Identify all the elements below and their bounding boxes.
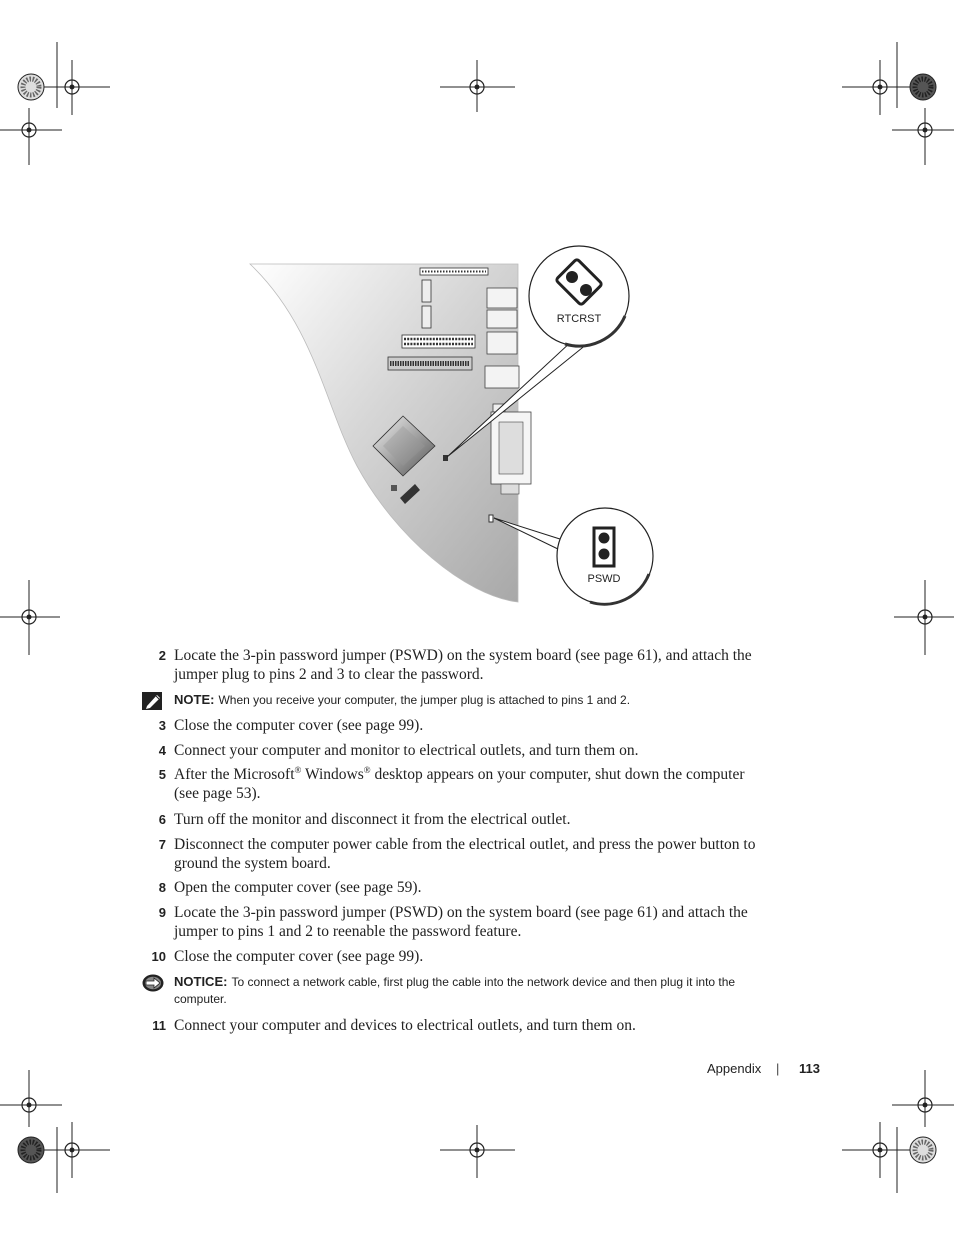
note-text: When you receive your computer, the jumper plug is attached to pins 1 and 2. <box>218 693 631 707</box>
step-text: Close the computer cover (see page 99). <box>174 717 424 734</box>
rtcrst-callout <box>529 246 629 346</box>
page-number: 113 <box>799 1061 820 1076</box>
step-number: 6 <box>158 812 166 827</box>
step-number: 7 <box>158 837 166 852</box>
step-number: 10 <box>151 949 166 964</box>
pswd-label: PSWD <box>587 573 621 585</box>
registered-mark: ® <box>294 764 302 775</box>
step-text: After the Microsoft® Windows® desktop appears on your computer, shut down the computer (see page 53). <box>174 764 745 802</box>
rear-port <box>487 310 517 328</box>
footer-section: Appendix <box>707 1061 762 1076</box>
pencil-note-icon <box>142 691 164 711</box>
step-text: Locate the 3-pin password jumper (PSWD) on the system board (see page 61) and attach the jumper to pins 1 and 2 to reenable the password feature. <box>174 904 748 940</box>
step-text: Open the computer cover (see page 59). <box>174 879 422 896</box>
step-number: 2 <box>158 648 166 663</box>
step-text: Locate the 3-pin password jumper (PSWD) on the system board (see page 61), and attach the jumper plug to pins 2 and 3 to clear the password. <box>174 647 752 683</box>
note-lead: NOTE: <box>174 692 215 707</box>
top-header <box>420 268 488 275</box>
rear-port <box>485 366 519 388</box>
step-number: 4 <box>158 743 166 758</box>
step-number: 8 <box>158 880 166 895</box>
step-text: Disconnect the computer power cable from the electrical outlet, and press the power button to ground the system board. <box>174 836 756 872</box>
notice-lead: NOTICE: <box>174 974 228 989</box>
rtcrst-jumper <box>443 455 448 461</box>
rear-port <box>487 288 517 308</box>
step-number: 3 <box>158 718 166 733</box>
notice-arrow-icon <box>142 973 164 993</box>
sata-connector <box>422 306 431 328</box>
sata-connector <box>422 280 431 302</box>
power-connector <box>402 335 475 348</box>
rear-port <box>487 332 517 354</box>
step-number: 5 <box>158 767 166 782</box>
step-number: 9 <box>158 905 166 920</box>
pswd-callout <box>557 508 653 604</box>
notice-text: To connect a network cable, first plug the cable into the network device and then plug it into the computer. <box>174 975 736 1006</box>
system-board-illustration <box>245 236 665 616</box>
footer-separator: | <box>776 1061 780 1076</box>
step-number: 11 <box>152 1018 166 1033</box>
pswd-jumper <box>489 515 493 522</box>
board-surface <box>250 264 518 602</box>
step-text: Connect your computer and devices to electrical outlets, and turn them on. <box>174 1017 636 1034</box>
registered-mark: ® <box>363 764 371 775</box>
step-text: Connect your computer and monitor to electrical outlets, and turn them on. <box>174 742 639 759</box>
rtcrst-label: RTCRST <box>556 313 602 325</box>
step-text: Turn off the monitor and disconnect it from the electrical outlet. <box>174 811 571 828</box>
step-text: Close the computer cover (see page 99). <box>174 948 424 965</box>
